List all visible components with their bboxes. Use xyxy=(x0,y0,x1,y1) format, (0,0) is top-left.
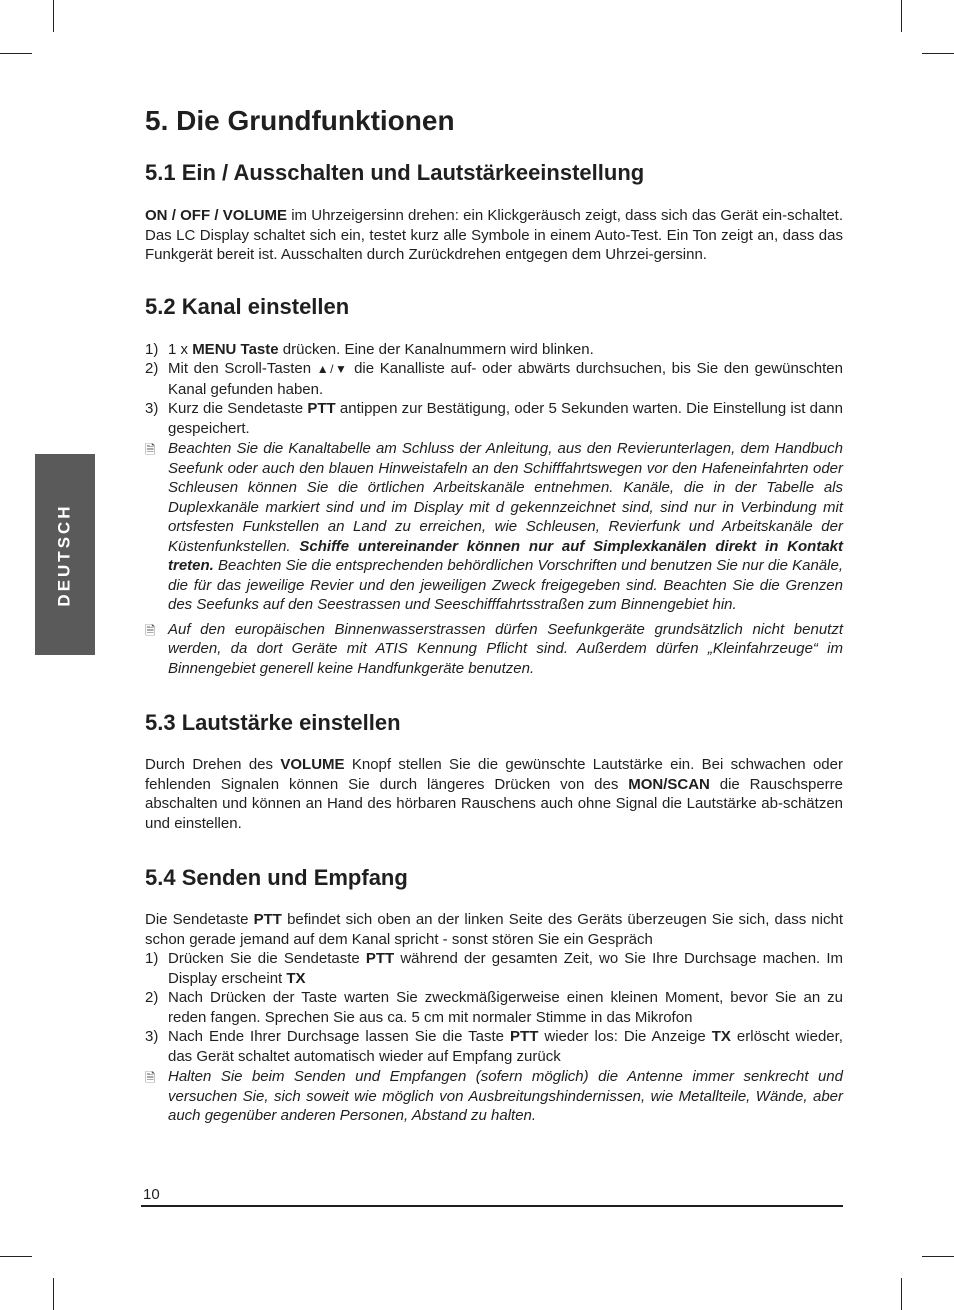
language-side-tab xyxy=(35,454,95,655)
note-icon: 🗎 xyxy=(145,622,156,638)
chapter-title: 5. Die Grundfunktionen xyxy=(145,105,455,136)
crop-mark xyxy=(922,1256,954,1257)
page-number: 10 xyxy=(143,1186,160,1203)
section-5-3-paragraph: Durch Drehen des VOLUME Knopf stellen Sie die gewünschte Lautstärke ein. Bei schwachen oder fehlenden Signalen können Sie durch längeres Drücken von des MON/SCAN die Rauschsperre abschalten und können an Hand des hörbaren Rauschens auch ohne Signal die Lautstärke ab-schätzen und einstellen. xyxy=(145,756,843,832)
footer-rule xyxy=(141,1205,843,1207)
crop-mark xyxy=(901,0,902,32)
section-heading-5-4: 5.4 Senden und Empfang xyxy=(145,865,408,890)
page-footer xyxy=(141,1186,843,1207)
note-block: 🗎 Halten Sie beim Senden und Empfangen (sofern möglich) die Antenne immer senkrecht und versuchen Sie, sich soweit wie möglich von Ausbreitungshindernissen, wie Metallteile, Wände, aber auch gegenüber anderen Personen, Abstand zu halten. xyxy=(145,1068,843,1124)
list-item: 1) 1 x MENU Taste drücken. Eine der Kanalnummern wird blinken. xyxy=(145,340,594,358)
crop-mark xyxy=(0,1256,32,1257)
list-item: 3) Nach Ende Ihrer Durchsage lassen Sie die Taste PTT wieder los: Die Anzeige TX erlöscht wieder, das Gerät schaltet automatisch wieder auf Empfang zurück xyxy=(145,1028,843,1065)
language-label: DEUTSCH xyxy=(55,502,75,607)
note-icon: 🗎 xyxy=(145,1070,156,1085)
note-icon: 🗎 xyxy=(145,442,156,457)
note-block: 🗎 Auf den europäischen Binnenwasserstrassen dürfen Seefunkgeräte grundsätzlich nicht benutzt werden, da dort Geräte mit ATIS Kennung Pflicht sind. Außerdem dürfen „Kleinfahrzeuge“ im Binnengebiet generell keine Handfunkgeräte benutzen. xyxy=(145,620,843,677)
scroll-arrows-icon: ▲/▼ xyxy=(316,362,349,376)
list-item: 1) Drücken Sie die Sendetaste PTT während der gesamten Zeit, wo Sie Ihre Durchsage machen. Im Display erscheint TX xyxy=(145,950,843,987)
crop-mark xyxy=(922,53,954,54)
section-heading-5-1: 5.1 Ein / Ausschalten und Lautstärkeeinstellung xyxy=(145,160,645,185)
crop-mark xyxy=(0,53,32,54)
section-5-4-paragraph: Die Sendetaste PTT befindet sich oben an der linken Seite des Geräts überzeugen Sie sich, dass nicht schon gerade jemand auf dem Kanal spricht - sonst stören Sie ein Gespräch xyxy=(145,911,843,948)
list-item: 3) Kurz die Sendetaste PTT antippen zur Bestätigung, oder 5 Sekunden warten. Die Einstellung ist dann gespeichert. xyxy=(145,400,843,437)
note-block: 🗎 Beachten Sie die Kanaltabelle am Schluss der Anleitung, aus den Revierunterlagen, dem Handbuch Seefunk oder auch den blauen Hinweistafeln an den Schifffahrtswegen vor den Hafeneinfahrten oder Schleusen können Sie die örtlichen Arbeitskanäle entnehmen. Kanäle, die in der Tabelle als Duplexkanäle markiert sind und im Display mit d gekennzeichnet sind, sind nur in Verbindung mit ortsfesten Funkstellen an Land zu erreichen, wie Schleusen, Revierfunk und Arbeitskanäle der Küstenfunkstellen. Schiffe untereinander können nur auf Simplexkanälen direkt in Kontakt treten. Beachten Sie die entsprechenden behördlichen Vorschriften und benutzen Sie nur die Kanäle, die für das jeweilige Revier und den jeweiligen Zweck freigegeben sind. Beachten Sie die Grenzen des Seefunks auf den Seestrassen und Seeschifffahrtsstraßen zum Binnengebiet hin. xyxy=(145,440,843,613)
section-heading-5-3: 5.3 Lautstärke einstellen xyxy=(145,710,401,735)
list-item: 2) Mit den Scroll-Tasten ▲/▼ die Kanalliste auf- oder abwärts durchsuchen, bis Sie den gewünschten Kanal gefunden haben. xyxy=(145,360,843,398)
crop-mark xyxy=(53,0,54,32)
section-heading-5-2: 5.2 Kanal einstellen xyxy=(145,293,350,319)
page-content xyxy=(145,100,843,1126)
section-5-1-paragraph: ON / OFF / VOLUME im Uhrzeigersinn drehen: ein Klickgeräusch zeigt, dass sich das Gerät ein-schaltet. Das LC Display schaltet sich ein, testet kurz alle Symbole in einem Auto-Test. Ein Ton zeigt an, dass das Funkgerät bereit ist. Ausschalten durch Zurückdrehen entgegen dem Uhrzei-gersinn. xyxy=(145,207,843,263)
crop-mark xyxy=(53,1278,54,1310)
crop-mark xyxy=(901,1278,902,1310)
list-item: 2) Nach Drücken der Taste warten Sie zweckmäßigerweise einen kleinen Moment, bevor Sie an zu reden fangen. Sprechen Sie aus ca. 5 cm mit normaler Stimme in das Mikrofon xyxy=(145,989,843,1026)
